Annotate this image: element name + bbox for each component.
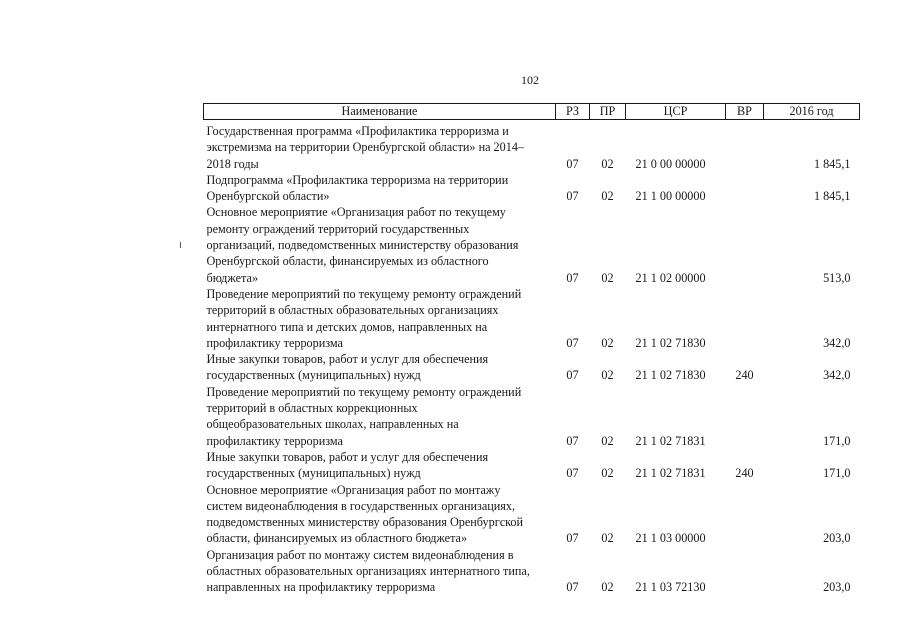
row-sum: 203,0 [823,580,851,595]
table-header [204,104,860,124]
row-pr: 02 [601,466,614,481]
header-year: 2016 год [764,104,860,120]
budget-table [203,103,860,596]
row-name [204,482,556,547]
header-rz: РЗ [556,104,590,120]
row-name-line: государственных (муниципальных) нужд [206,368,421,383]
row-vr [726,547,764,596]
margin-mark [180,242,181,248]
row-name-line: систем видеонаблюдения в государственных организациях, [206,498,516,513]
table-row [204,123,860,172]
row-rz: 07 [566,335,579,350]
row-name [204,351,556,384]
table-row [204,482,860,547]
row-name-line: Оренбургской области, финансируемых из областного [206,254,489,269]
row-name [204,172,556,205]
table-row [204,204,860,285]
table-body [204,123,860,596]
header-name: Наименование [204,104,556,120]
row-csr: 21 1 03 72130 [635,580,706,595]
row-name-line: 2018 годы [206,156,259,171]
row-csr: 21 1 02 71830 [635,335,706,350]
row-name-line: подведомственных министерству образования Оренбургской [206,515,524,530]
header-csr: ЦСР [626,104,726,120]
row-csr: 21 1 02 00000 [635,270,706,285]
row-name-line: государственных (муниципальных) нужд [206,466,421,481]
row-name-line: Оренбургской области» [206,189,330,204]
row-pr: 02 [601,433,614,448]
row-name-line: Иные закупки товаров, работ и услуг для обеспечения [206,449,489,464]
row-csr: 21 1 02 71831 [635,433,706,448]
row-sum: 513,0 [823,270,851,285]
page-number: 102 [521,73,539,87]
row-vr [726,123,764,172]
row-name [204,547,556,596]
row-pr: 02 [601,189,614,204]
row-pr: 02 [601,531,614,546]
row-name-line: территорий в областных коррекционных [206,401,418,416]
row-csr: 21 1 03 00000 [635,531,706,546]
header-vr: ВР [726,104,764,120]
row-rz: 07 [566,531,579,546]
row-vr [726,204,764,285]
row-csr: 21 1 02 71830 [635,368,706,383]
table-row [204,351,860,384]
row-name [204,449,556,482]
row-pr: 02 [601,270,614,285]
row-vr: 240 [735,368,754,383]
row-name [204,286,556,351]
row-vr [726,172,764,205]
row-name-line: направленных на профилактику терроризма [206,580,436,595]
row-rz: 07 [566,580,579,595]
row-name-line: организаций, подведомственных министерству образования [206,238,519,253]
row-rz: 07 [566,189,579,204]
row-rz: 07 [566,156,579,171]
row-name-line: интернатного типа и детских домов, направленных на [206,319,488,334]
row-name-line: Проведение мероприятий по текущему ремонту ограждений [206,384,522,399]
row-rz: 07 [566,270,579,285]
row-name-line: Основное мероприятие «Организация работ по текущему [206,205,506,220]
row-name [204,204,556,285]
row-name-line: областных образовательных организациях интернатного типа, [206,564,530,579]
header-pr: ПР [590,104,626,120]
row-vr [726,482,764,547]
row-name [204,384,556,449]
row-csr: 21 0 00 00000 [635,156,706,171]
table-row [204,172,860,205]
row-name-line: Основное мероприятие «Организация работ по монтажу [206,482,501,497]
row-rz: 07 [566,368,579,383]
row-name-line: области, финансируемых из областного бюджета» [206,531,468,546]
row-sum: 171,0 [823,433,851,448]
table-row [204,449,860,482]
row-name [204,123,556,172]
row-pr: 02 [601,580,614,595]
table-row [204,384,860,449]
row-name-line: профилактику терроризма [206,433,343,448]
row-rz: 07 [566,433,579,448]
row-csr: 21 1 00 00000 [635,189,706,204]
row-sum: 1 845,1 [813,189,851,204]
row-name-line: Иные закупки товаров, работ и услуг для обеспечения [206,352,489,367]
row-name-line: общеобразовательных школах, направленных на [206,417,459,432]
row-name-line: Государственная программа «Профилактика терроризма и [206,124,509,138]
row-vr [726,286,764,351]
row-vr: 240 [735,466,754,481]
row-sum: 342,0 [823,335,851,350]
row-vr [726,384,764,449]
row-name-line: территорий в областных образовательных организациях [206,303,499,318]
row-sum: 1 845,1 [813,156,851,171]
row-sum: 203,0 [823,531,851,546]
row-csr: 21 1 02 71831 [635,466,706,481]
row-pr: 02 [601,156,614,171]
row-name-line: Проведение мероприятий по текущему ремонту ограждений [206,286,522,301]
row-rz: 07 [566,466,579,481]
row-name-line: Подпрограмма «Профилактика терроризма на территории [206,172,509,187]
row-sum: 171,0 [823,466,851,481]
row-name-line: ремонту ограждений территорий государственных [206,221,470,236]
row-name-line: профилактику терроризма [206,335,343,350]
table-row [204,286,860,351]
row-pr: 02 [601,368,614,383]
table-row [204,547,860,596]
row-name-line: экстремизма на территории Оренбургской области» на 2014– [206,140,525,155]
row-name-line: бюджета» [206,270,259,285]
row-sum: 342,0 [823,368,851,383]
row-name-line: Организация работ по монтажу систем видеонаблюдения в [206,547,514,562]
row-pr: 02 [601,335,614,350]
